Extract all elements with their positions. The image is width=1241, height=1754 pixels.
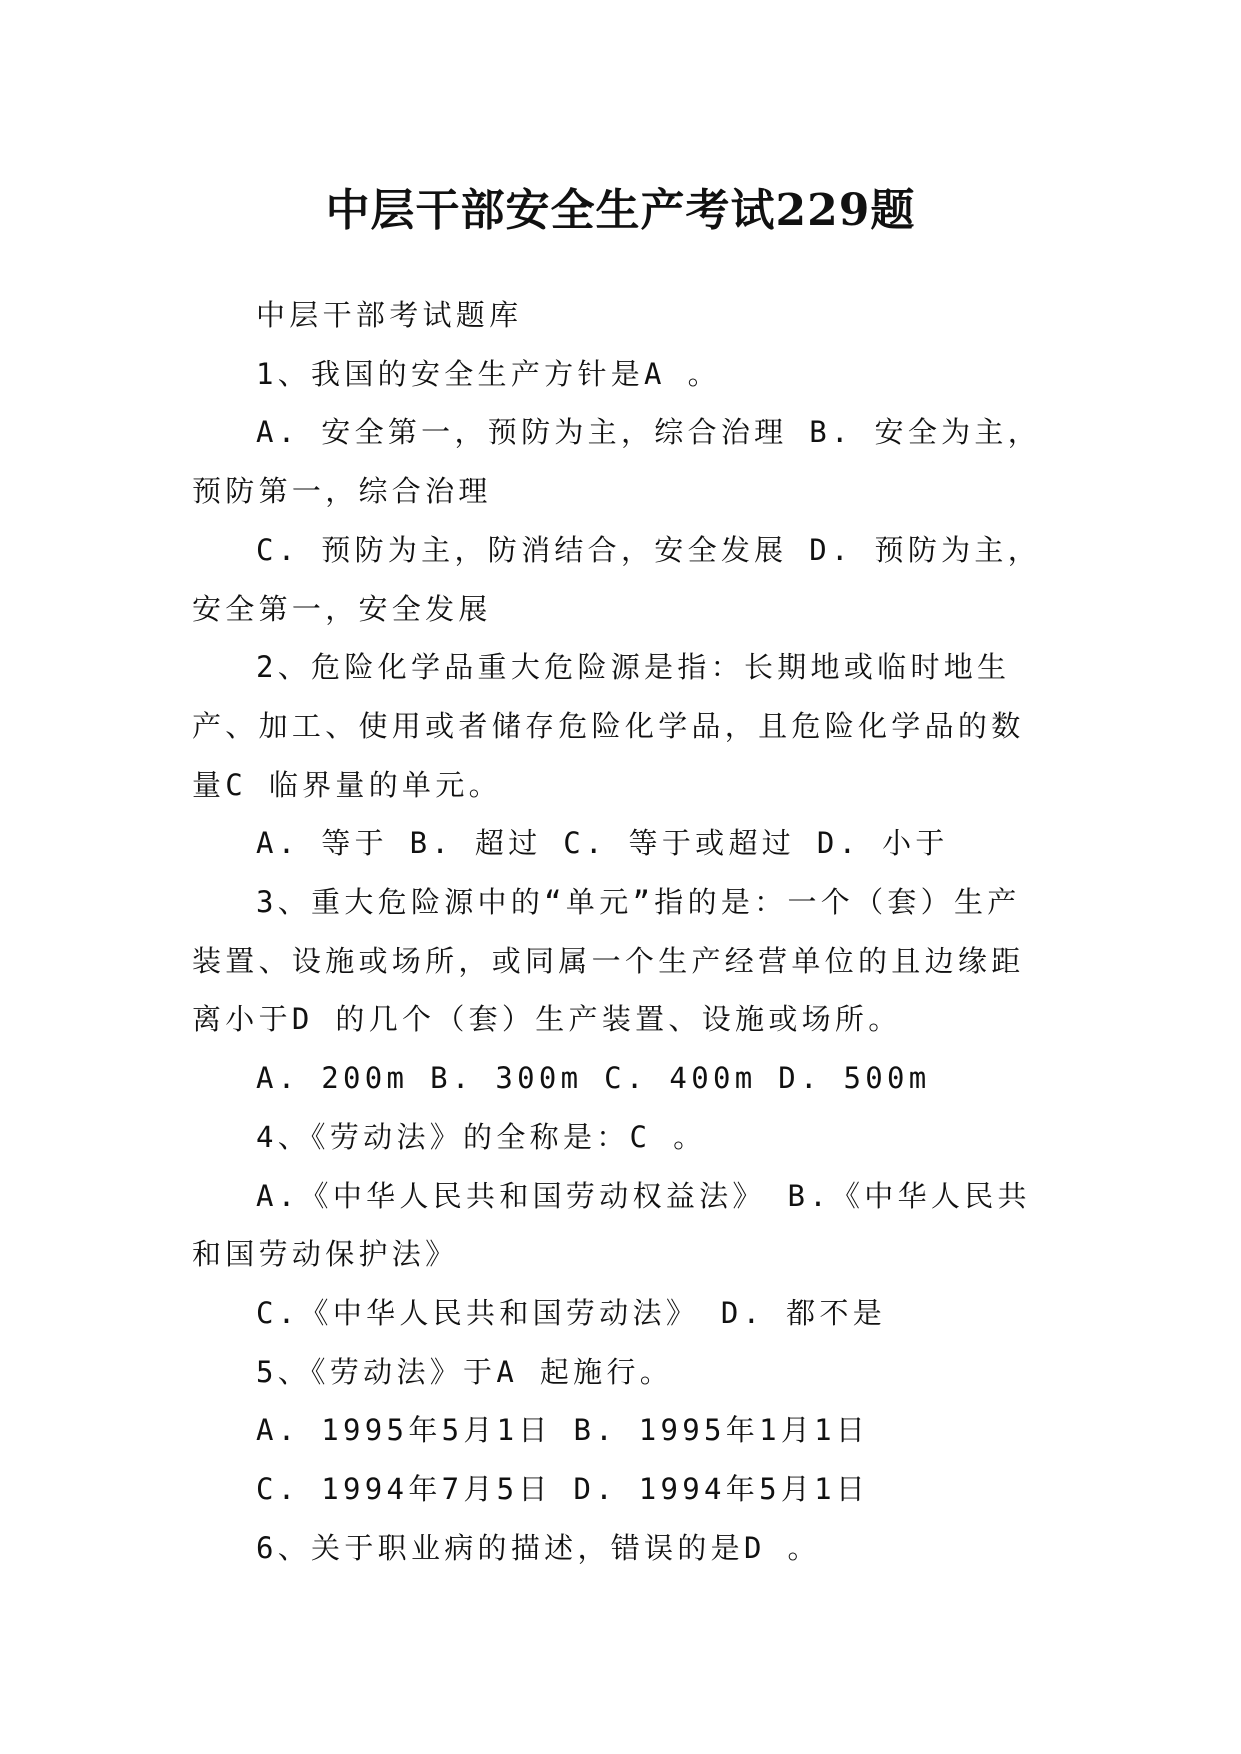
- question-5: 5、《劳动法》于A 起施行。: [256, 1354, 674, 1389]
- question-3-options: A. 200m B. 300m C. 400m D. 500m: [256, 1061, 931, 1096]
- question-2: 2、危险化学品重大危险源是指：长期地或临时地生产、加工、使用或者储存危险化学品，且危险化学品的数量C 临界量的单元。: [192, 650, 1025, 802]
- question-5-options-cd: C. 1994年7月5日 D. 1994年5月1日: [256, 1472, 870, 1507]
- page-title: 中层干部安全生产考试229题: [325, 185, 916, 237]
- question-1: 1、我国的安全生产方针是A 。: [256, 356, 721, 391]
- question-1-options-ab: A. 安全第一，预防为主，综合治理 B. 安全为主，预防第一，综合治理: [192, 415, 1042, 509]
- question-4: 4、《劳动法》的全称是：C 。: [256, 1119, 707, 1154]
- question-3: 3、重大危险源中的“单元”指的是：一个（套）生产装置、设施或场所，或同属一个生产经营单位的且边缘距离小于D 的几个（套）生产装置、设施或场所。: [192, 885, 1025, 1037]
- question-6: 6、关于职业病的描述，错误的是D 。: [256, 1530, 821, 1565]
- question-5-options-ab: A. 1995年5月1日 B. 1995年1月1日: [256, 1413, 870, 1448]
- question-4-options-cd: C.《中华人民共和国劳动法》 D. 都不是: [256, 1295, 887, 1330]
- question-4-options-ab: A.《中华人民共和国劳动权益法》 B.《中华人民共和国劳动保护法》: [192, 1178, 1031, 1272]
- question-2-options: A. 等于 B. 超过 C. 等于或超过 D. 小于: [256, 826, 949, 861]
- document-body: [192, 286, 1052, 1577]
- question-1-options-cd: C. 预防为主，防消结合，安全发展 D. 预防为主，安全第一，安全发展: [192, 532, 1042, 626]
- section-heading: 中层干部考试题库: [256, 298, 523, 332]
